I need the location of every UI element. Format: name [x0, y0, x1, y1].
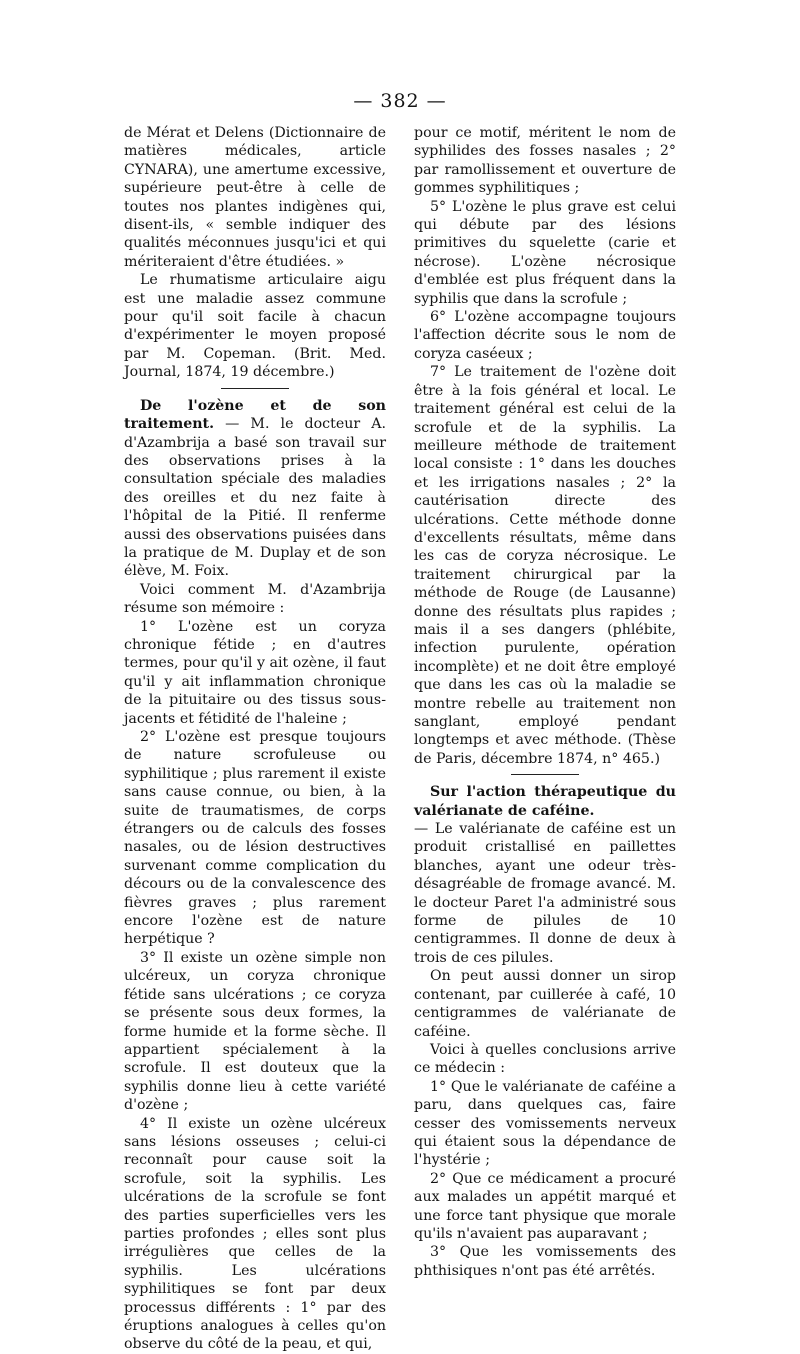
left-paragraph-6: 2° L'ozène est presque toujours de nature scrofuleuse ou syphilitique ; plus rarement il existe sans cause connue, ou bien, à la suite de traumatismes, de corps étrangers ou de calculs des fosses nasales, ou de lésion destructives survenant comme complication du décours ou de la convalescence des fièvres graves ; plus rarement encore l'ozène est de nature herpétique ?	[124, 729, 386, 948]
right-paragraph-9: 2° Que ce médicament a procuré aux malades un appétit marqué et une force tant physique que morale qu'ils n'avaient pas auparavant ;	[414, 1170, 676, 1242]
right-paragraph-2: 5° L'ozène le plus grave est celui qui débute par des lésions primitives du squelette (carie et nécrose). L'ozène nécrosique d'emblée est plus fréquent dans la syphilis que dans la scrofule ;	[414, 198, 676, 307]
right-paragraph-8: 1° Que le valérianate de caféine a paru, dans quelques cas, faire cesser des vomissements nerveux qui étaient sous la dépendance de l'hystérie ;	[414, 1078, 676, 1169]
section-divider	[511, 774, 579, 775]
left-paragraph-4: Voici comment M. d'Azambrija résume son mémoire :	[124, 581, 386, 617]
left-paragraph-8: 4° Il existe un ozène ulcéreux sans lésions osseuses ; celui-ci reconnaît pour cause soit la scrofule, soit la syphilis. Les ulcérations de la scrofule se font des parties superficielles vers les parties profondes ; elles sont plus irrégulières que celles de la syphilis. Les ulcérations syphilitiques se font par deux processus différents : 1° par des éruptions analogues à celles qu'on observe du côté de la peau, et qui,	[124, 1115, 386, 1353]
left-column	[124, 124, 386, 1354]
left-paragraph-5: 1° L'ozène est un coryza chronique fétide ; en d'autres termes, pour qu'il y ait ozène, il faut qu'il y ait inflammation chronique de la pituitaire ou des tissus sous-jacents et fétidité de l'haleine ;	[124, 618, 386, 727]
ozene-intro: — M. le docteur A. d'Azambrija a basé son travail sur des observations prises à la consultation spéciale des maladies des oreilles et du nez faite à l'hôpital de la Pitié. Il renferme aussi des observations puisées dans la pratique de M. Duplay et de son élève, M. Foix.	[124, 416, 386, 580]
right-paragraph-6: On peut aussi donner un sirop contenant, par cuillerée à café, 10 centigrammes de valérianate de caféine.	[414, 968, 676, 1040]
right-paragraph-5: — Le valérianate de caféine est un produit cristallisé en paillettes blanches, ayant une odeur très-désagréable de fromage avancé. M. le docteur Paret l'a administré sous forme de pilules de 10 centigrammes. Il donne de deux à trois de ces pilules.	[414, 821, 676, 966]
right-column	[414, 124, 676, 1280]
ozene-heading: De l'ozène et de son traitement.	[124, 397, 386, 433]
right-paragraph-1: pour ce motif, méritent le nom de syphilides des fosses nasales ; 2° par ramollissement et ouverture de gommes syphilitiques ;	[414, 125, 676, 197]
left-paragraph-1: de Mérat et Delens (Dictionnaire de matières médicales, article CYNARA), une amertume excessive, supérieure peut-être à celle de toutes nos plantes indigènes qui, disent-ils, « semble indiquer des qualités méconnues jusqu'ici et qui mériteraient d'être étudiées. »	[124, 125, 386, 270]
left-paragraph-7: 3° Il existe un ozène simple non ulcéreux, un coryza chronique fétide sans ulcérations ; ce coryza se présente sous deux formes, la forme humide et la forme sèche. Il appartient spécialement à la scrofule. Il est douteux que la syphilis donne lieu à cette variété d'ozène ;	[124, 949, 386, 1114]
left-paragraph-2: Le rhumatisme articulaire aigu est une maladie assez commune pour qu'il soit facile à chacun d'expérimenter le moyen proposé par M. Copeman. (Brit. Med. Journal, 1874, 19 décembre.)	[124, 272, 386, 381]
section-divider	[221, 388, 289, 389]
right-paragraph-4: 7° Le traitement de l'ozène doit être à la fois général et local. Le traitement général est celui de la scrofule et de la syphilis. La meilleure méthode de traitement local consiste : 1° dans les douches et les irrigations nasales ; 2° la cautérisation directe des ulcérations. Cette méthode donne d'excellents résultats, même dans les cas de coryza nécrosique. Le traitement chirurgical par la méthode de Rouge (de Lausanne) donne des résultats plus rapides ; mais il a ses dangers (phlébite, infection purulente, opération incomplète) et ne doit être employé que dans les cas où la maladie se montre rebelle au traitement non sanglant, employé pendant longtemps et avec méthode. (Thèse de Paris, décembre 1874, n° 465.)	[414, 364, 676, 767]
page-number: — 382 —	[353, 90, 447, 112]
right-paragraph-3: 6° L'ozène accompagne toujours l'affection décrite sous le nom de coryza caséeux ;	[414, 309, 676, 362]
right-paragraph-7: Voici à quelles conclusions arrive ce médecin :	[414, 1041, 676, 1077]
right-paragraph-10: 3° Que les vomissements des phthisiques n'ont pas été arrêtés.	[414, 1244, 676, 1279]
valerianate-heading: Sur l'action thérapeutique du valérianate de caféine.	[414, 784, 676, 819]
ozene-section	[124, 397, 386, 581]
